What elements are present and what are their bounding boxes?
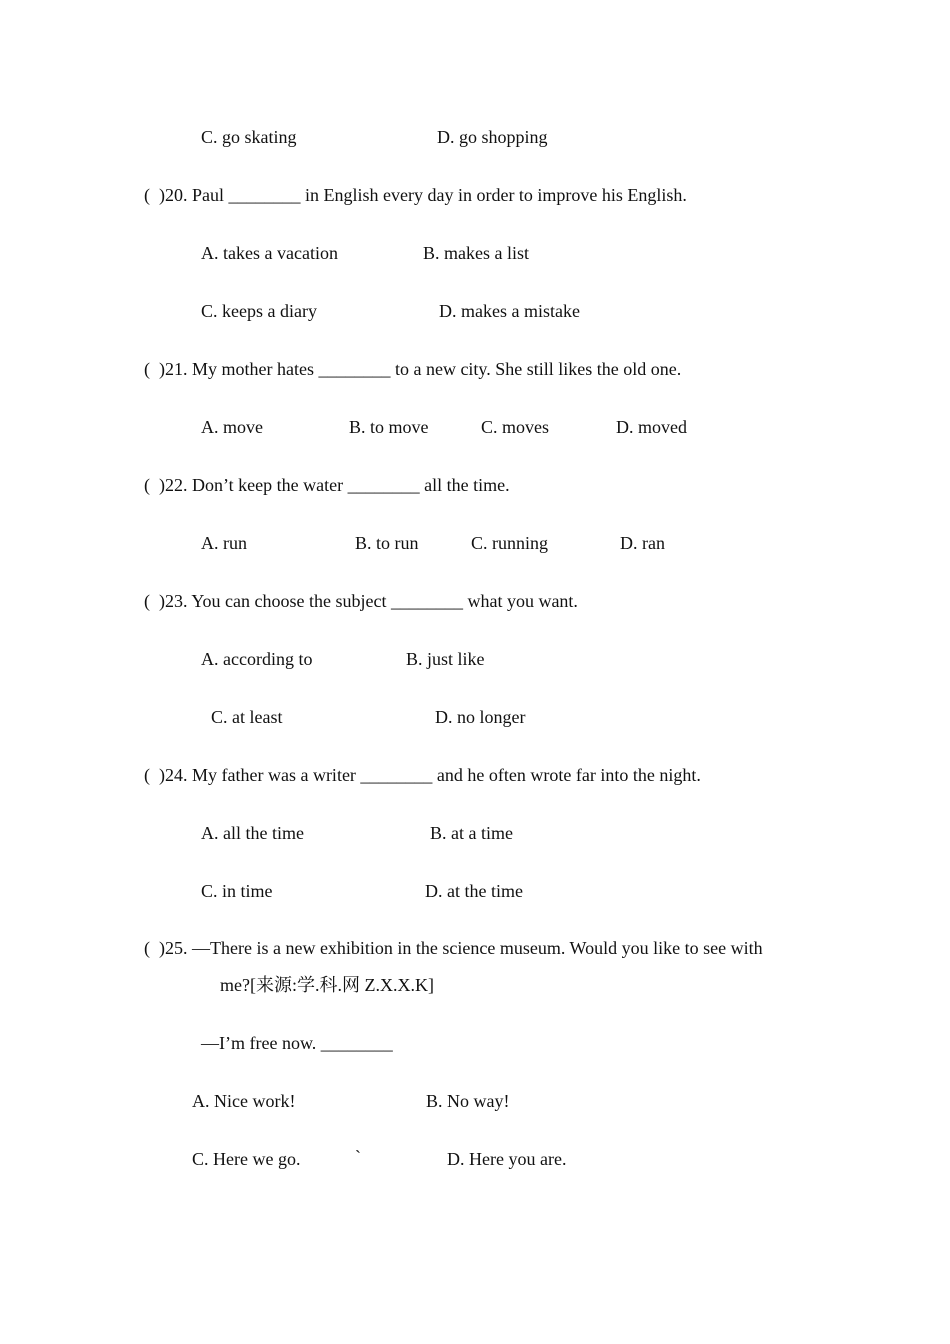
q20-stem: ( )20. Paul ________ in English every day in order to improve his English. — [144, 185, 687, 205]
q21-option-a: A. move — [201, 417, 263, 437]
q25-option-b: B. No way! — [426, 1091, 510, 1111]
q25-option-c: C. Here we go. — [192, 1149, 301, 1169]
q22-option-b: B. to run — [355, 533, 419, 553]
q21-stem: ( )21. My mother hates ________ to a new city. She still likes the old one. — [144, 359, 682, 379]
q23-stem: ( )23. You can choose the subject ________ what you want. — [144, 591, 578, 611]
q22-option-d: D. ran — [620, 533, 665, 553]
q23-option-a: A. according to — [201, 649, 313, 669]
q21-option-b: B. to move — [349, 417, 429, 437]
q22-option-c: C. running — [471, 533, 549, 553]
q23-option-c: C. at least — [211, 707, 283, 727]
q24-stem: ( )24. My father was a writer ________ and he often wrote far into the night. — [144, 765, 701, 785]
q19-option-c: C. go skating — [201, 127, 297, 147]
q24-option-b: B. at a time — [430, 823, 513, 843]
q25-stem: ( )25. —There is a new exhibition in the science museum. Would you like to see with — [144, 938, 763, 958]
q20-option-c: C. keeps a diary — [201, 301, 317, 321]
q25-option-a: A. Nice work! — [192, 1091, 296, 1111]
q21-option-c: C. moves — [481, 417, 550, 437]
q19-option-d: D. go shopping — [437, 127, 548, 147]
q23-option-b: B. just like — [406, 649, 485, 669]
q24-option-a: A. all the time — [201, 823, 304, 843]
q25-stem-continuation: me?[来源:学.科.网 Z.X.X.K] — [220, 975, 434, 995]
q24-option-d: D. at the time — [425, 881, 523, 901]
q25-stray-mark: ` — [355, 1147, 361, 1167]
q24-option-c: C. in time — [201, 881, 273, 901]
q20-option-d: D. makes a mistake — [439, 301, 580, 321]
q22-option-a: A. run — [201, 533, 247, 553]
q25-option-d: D. Here you are. — [447, 1149, 567, 1169]
q25-reply: —I’m free now. ________ — [201, 1033, 393, 1053]
q20-option-b: B. makes a list — [423, 243, 529, 263]
q20-option-a: A. takes a vacation — [201, 243, 338, 263]
q22-stem: ( )22. Don’t keep the water ________ all the time. — [144, 475, 510, 495]
q23-option-d: D. no longer — [435, 707, 526, 727]
q21-option-d: D. moved — [616, 417, 687, 437]
